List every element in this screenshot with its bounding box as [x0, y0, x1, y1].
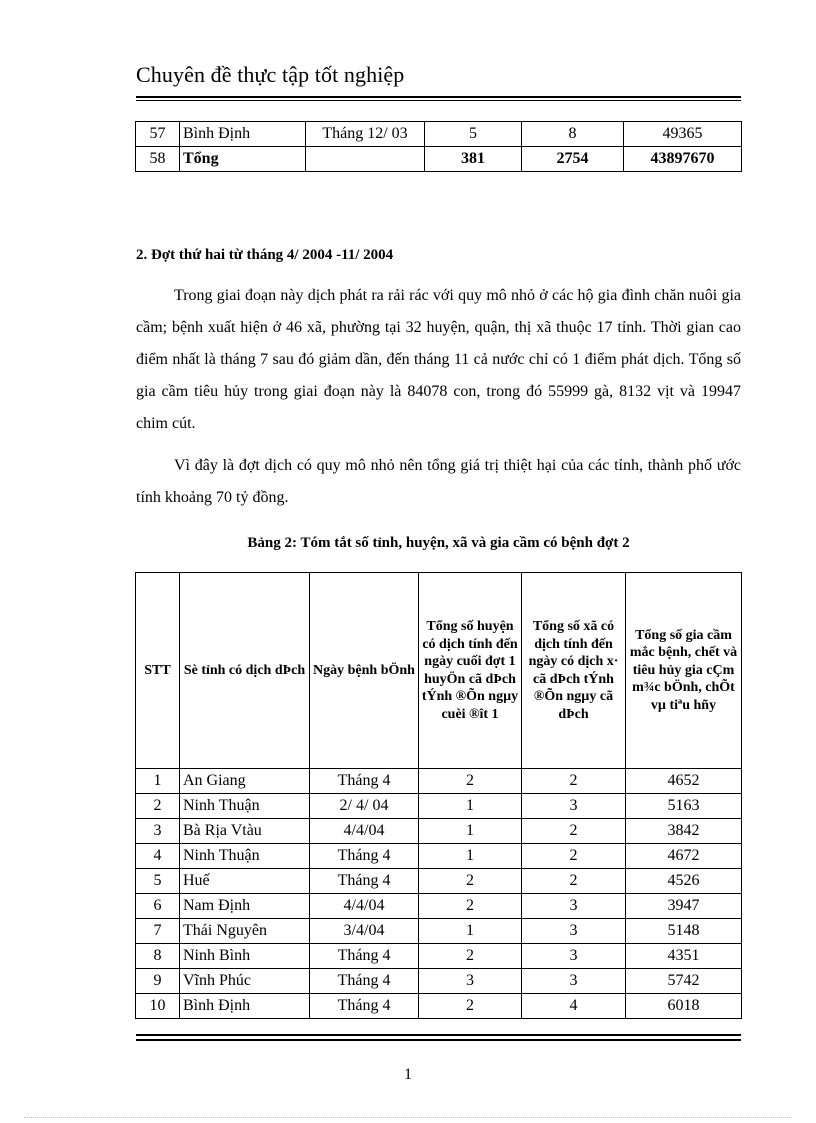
page-number: 1 — [404, 1066, 412, 1083]
footer-rule-2 — [136, 1039, 741, 1041]
cell-province: An Giang — [180, 769, 310, 794]
table-row — [136, 869, 742, 894]
cell-province: Bình Định — [180, 994, 310, 1019]
cell-communes: 8 — [522, 122, 624, 147]
cell-communes: 3 — [522, 794, 626, 819]
cell-communes: 2 — [522, 869, 626, 894]
table-row — [136, 919, 742, 944]
header-districts: Tổng số huyện có dịch tính đến ngày cuối đợt 1 huyÖn cã dÞch tÝnh ®Õn ngµy cuèi ®ît 1 — [419, 573, 522, 769]
cell-districts: 1 — [419, 819, 522, 844]
cell-stt: 7 — [136, 919, 180, 944]
cell-poultry: 5163 — [626, 794, 742, 819]
continued-table — [135, 121, 742, 172]
cell-province: Ninh Bình — [180, 944, 310, 969]
cell-communes: 4 — [522, 994, 626, 1019]
cell-districts: 3 — [419, 969, 522, 994]
cell-stt: 5 — [136, 869, 180, 894]
cell-date — [306, 147, 425, 172]
table-row — [136, 819, 742, 844]
cell-stt: 3 — [136, 819, 180, 844]
header-stt: STT — [136, 573, 180, 769]
cell-province: Ninh Thuận — [180, 794, 310, 819]
cell-stt: 2 — [136, 794, 180, 819]
cell-poultry: 49365 — [624, 122, 742, 147]
table-row — [136, 844, 742, 869]
paragraph-2-text: Vì đây là đợt dịch có quy mô nhỏ nên tổng giá trị thiệt hại của các tỉnh, thành phố ước tính khoảng 70 tỷ đồng. — [136, 457, 741, 506]
cell-communes: 2 — [522, 769, 626, 794]
section-heading: 2. Đợt thứ hai từ tháng 4/ 2004 -11/ 2004 — [136, 247, 394, 263]
cell-stt: 4 — [136, 844, 180, 869]
cell-districts: 2 — [419, 994, 522, 1019]
cell-poultry: 5148 — [626, 919, 742, 944]
cell-districts: 2 — [419, 944, 522, 969]
header-rule — [136, 96, 741, 98]
page-header-title: Chuyên đề thực tập tốt nghiệp — [136, 62, 405, 87]
cell-stt: 57 — [136, 122, 180, 147]
table-row — [136, 894, 742, 919]
table-caption: Bảng 2: Tóm tắt số tỉnh, huyện, xã và gia cầm có bệnh đợt 2 — [247, 535, 630, 551]
page-edge-dotted-line — [24, 1117, 792, 1118]
cell-districts: 1 — [419, 919, 522, 944]
header-date: Ngày bệnh bÖnh — [310, 573, 419, 769]
paragraph-2 — [136, 450, 741, 514]
cell-districts: 5 — [425, 122, 522, 147]
cell-date: 2/ 4/ 04 — [310, 794, 419, 819]
cell-communes: 2 — [522, 844, 626, 869]
table-row — [136, 769, 742, 794]
cell-province: Vĩnh Phúc — [180, 969, 310, 994]
cell-poultry: 4652 — [626, 769, 742, 794]
cell-date: 4/4/04 — [310, 894, 419, 919]
cell-districts: 1 — [419, 794, 522, 819]
cell-date: Tháng 4 — [310, 994, 419, 1019]
paragraph-1 — [136, 280, 741, 440]
cell-date: Tháng 4 — [310, 869, 419, 894]
outbreak-summary-table — [135, 572, 742, 1019]
cell-stt: 58 — [136, 147, 180, 172]
footer-rule — [136, 1034, 741, 1036]
cell-poultry: 43897670 — [624, 147, 742, 172]
cell-communes: 3 — [522, 919, 626, 944]
cell-poultry: 3947 — [626, 894, 742, 919]
cell-date: Tháng 4 — [310, 944, 419, 969]
cell-stt: 10 — [136, 994, 180, 1019]
cell-date: Tháng 4 — [310, 969, 419, 994]
cell-districts: 2 — [419, 894, 522, 919]
cell-communes: 2 — [522, 819, 626, 844]
cell-poultry: 5742 — [626, 969, 742, 994]
cell-province: Bình Định — [180, 122, 306, 147]
cell-province: Nam Định — [180, 894, 310, 919]
header-communes: Tổng số xã có dịch tính đến ngày có dịch x· cã dÞch tÝnh ®Õn ngµy cã dÞch — [522, 573, 626, 769]
cell-province: Bà Rịa Vtàu — [180, 819, 310, 844]
cell-districts: 2 — [419, 769, 522, 794]
cell-districts: 1 — [419, 844, 522, 869]
cell-communes: 3 — [522, 969, 626, 994]
cell-stt: 9 — [136, 969, 180, 994]
cell-stt: 1 — [136, 769, 180, 794]
cell-province: Huế — [180, 869, 310, 894]
cell-stt: 6 — [136, 894, 180, 919]
header-poultry: Tổng số gia cầm mắc bệnh, chết và tiêu hủy gia cÇm m¾c bÖnh, chÕt vµ tiªu hñy — [626, 573, 742, 769]
cell-communes: 3 — [522, 894, 626, 919]
paragraph-1-text: Trong giai đoạn này dịch phát ra rải rác với quy mô nhỏ ở các hộ gia đình chăn nuôi gia cầm; bệnh xuất hiện ở 46 xã, phường tại 32 huyện, quận, thị xã thuộc 17 tỉnh. Thời gian cao điểm nhất là tháng 7 sau đó giảm dần, đến tháng 11 cả nước chỉ có 1 điểm phát dịch. Tổng số gia cầm tiêu hủy trong giai đoạn này là 84078 con, trong đó 55999 gà, 8132 vịt và 19947 chim cút. — [136, 287, 741, 432]
cell-province: Tổng — [180, 147, 306, 172]
cell-province: Ninh Thuận — [180, 844, 310, 869]
cell-poultry: 6018 — [626, 994, 742, 1019]
table-row — [136, 122, 742, 147]
cell-districts: 2 — [419, 869, 522, 894]
cell-date: Tháng 4 — [310, 844, 419, 869]
cell-poultry: 4351 — [626, 944, 742, 969]
cell-date: 4/4/04 — [310, 819, 419, 844]
cell-date: 3/4/04 — [310, 919, 419, 944]
cell-districts: 381 — [425, 147, 522, 172]
cell-stt: 8 — [136, 944, 180, 969]
cell-province: Thái Nguyên — [180, 919, 310, 944]
cell-date: Tháng 4 — [310, 769, 419, 794]
table-row — [136, 147, 742, 172]
table-row — [136, 969, 742, 994]
cell-communes: 3 — [522, 944, 626, 969]
cell-date: Tháng 12/ 03 — [306, 122, 425, 147]
table-row — [136, 994, 742, 1019]
cell-poultry: 4526 — [626, 869, 742, 894]
header-province: Sè tỉnh có dịch dÞch — [180, 573, 310, 769]
header-rule-thin — [136, 100, 741, 101]
table-row — [136, 944, 742, 969]
cell-poultry: 3842 — [626, 819, 742, 844]
cell-communes: 2754 — [522, 147, 624, 172]
table-row — [136, 794, 742, 819]
cell-poultry: 4672 — [626, 844, 742, 869]
